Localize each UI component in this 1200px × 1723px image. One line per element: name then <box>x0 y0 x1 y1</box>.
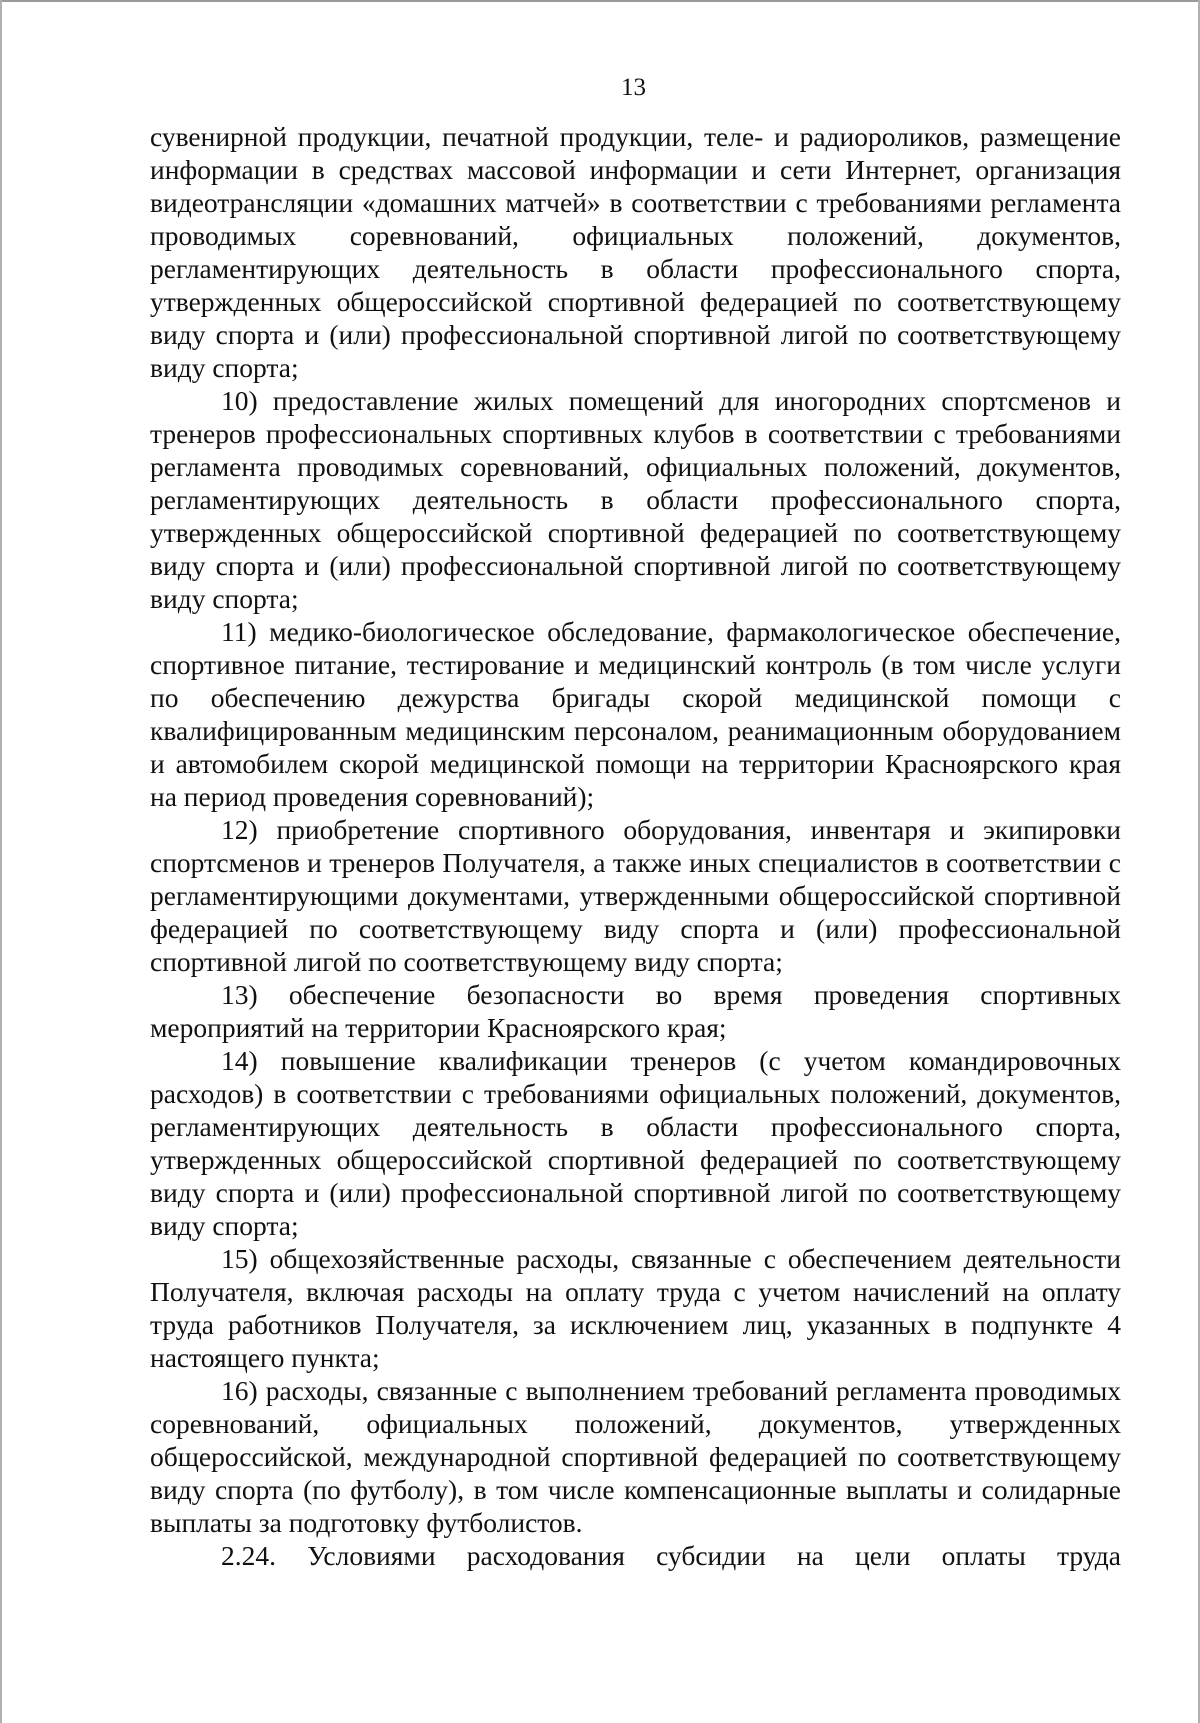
scan-edge-left <box>0 0 2 1723</box>
list-item-14: 14) повышение квалификации тренеров (с учетом командировочных расходов) в соответствии с требованиями официальных положений, документов, регламентирующих деятельность в области профессионального спорта, утвержденных общероссийской спортивной федерацией по соответствующему виду спорта и (или) профессиональной спортивной лигой по соответствующему виду спорта; <box>150 1045 1121 1241</box>
section-2-24: 2.24. Условиями расходования субсидии на цели оплаты труда <box>221 1540 1121 1571</box>
scan-edge-top <box>0 0 1200 2</box>
list-item-15: 15) общехозяйственные расходы, связанные с обеспечением деятельности Получателя, включая расходы на оплату труда с учетом начислений на оплату труда работников Получателя, за исключением лиц, указанных в подпункте 4 настоящего пункта; <box>150 1243 1121 1373</box>
list-item-16: 16) расходы, связанные с выполнением требований регламента проводимых соревнований, официальных положений, документов, утвержденных общероссийской, международной спортивной федерацией по соответствующему виду спорта (по футболу), в том числе компенсационные выплаты и солидарные выплаты за подготовку футболистов. <box>150 1375 1121 1538</box>
page-number: 13 <box>621 74 646 101</box>
list-item-10: 10) предоставление жилых помещений для иногородних спортсменов и тренеров профессиональных спортивных клубов в соответствии с требованиями регламента проводимых соревнований, официальных положений, документов, регламентирующих деятельность в области профессионального спорта, утвержденных общероссийской спортивной федерацией по соответствующему виду спорта и (или) профессиональной спортивной лигой по соответствующему виду спорта; <box>150 385 1121 614</box>
list-item-13: 13) обеспечение безопасности во время проведения спортивных мероприятий на территории Красноярского края; <box>150 979 1121 1043</box>
list-item-11: 11) медико-биологическое обследование, фармакологическое обеспечение, спортивное питание, тестирование и медицинский контроль (в том числе услуги по обеспечению дежурства бригады скорой медицинской помощи с квалифицированным медицинским персоналом, реанимационным оборудованием и автомобилем скорой медицинской помощи на территории Красноярского края на период проведения соревнований); <box>150 616 1121 812</box>
document-body <box>150 120 1121 1572</box>
paragraph-continuation: сувенирной продукции, печатной продукции, теле- и радиороликов, размещение информации в средствах массовой информации и сети Интернет, организация видеотрансляции «домашних матчей» в соответствии с требованиями регламента проводимых соревнований, официальных положений, документов, регламентирующих деятельность в области профессионального спорта, утвержденных общероссийской спортивной федерацией по соответствующему виду спорта и (или) профессиональной спортивной лигой по соответствующему виду спорта; <box>150 121 1121 383</box>
list-item-12: 12) приобретение спортивного оборудования, инвентаря и экипировки спортсменов и тренеров Получателя, а также иных специалистов в соответствии с регламентирующими документами, утвержденными общероссийской спортивной федерацией по соответствующему виду спорта и (или) профессиональной спортивной лигой по соответствующему виду спорта; <box>150 814 1121 977</box>
